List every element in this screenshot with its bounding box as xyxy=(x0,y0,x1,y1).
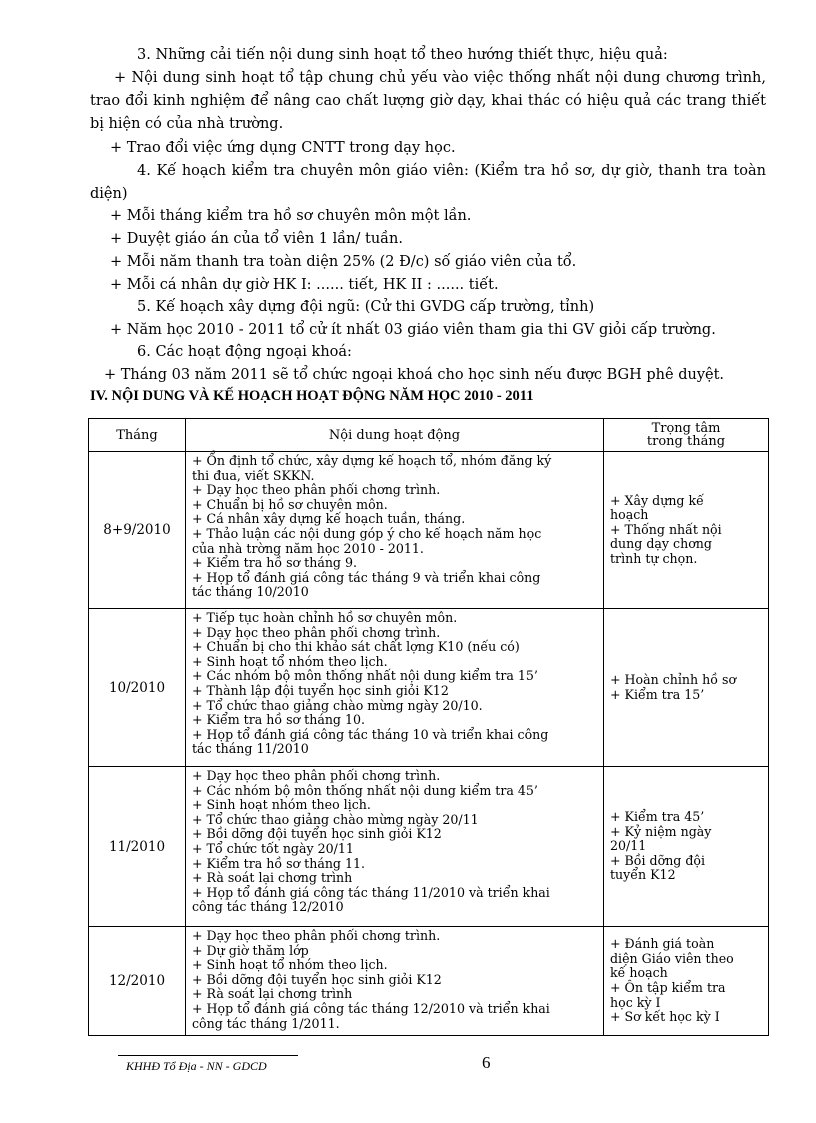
activity-line: + Bồi dỡng đội tuyển học sinh giỏi K12 xyxy=(192,826,442,842)
activity-line: + Rà soát lại chơng trình xyxy=(192,870,353,886)
activity-line: + Chuẩn bị hồ sơ chuyên môn. xyxy=(192,496,388,512)
focus-line: + Kỷ niệm ngày xyxy=(610,823,712,839)
activity-line: + Họp tổ đánh giá công tác tháng 10 và triển khai công xyxy=(192,726,549,742)
focus-cell xyxy=(604,609,769,767)
footer-divider xyxy=(118,1055,298,1056)
activity-line: + Tiếp tục hoàn chỉnh hồ sơ chuyên môn. xyxy=(192,610,458,625)
focus-line: + Ôn tập kiểm tra xyxy=(610,980,726,995)
activity-line: + Sinh hoạt tổ nhóm theo lịch. xyxy=(192,957,388,973)
activity-line: + Họp tổ đánh giá công tác tháng 9 và triển khai công xyxy=(192,569,541,585)
activities-cell xyxy=(186,609,604,767)
section-6-item: + Tháng 03 năm 2011 sẽ tổ chức ngoại khoá cho học sinh nếu được BGH phê duyệt. xyxy=(104,367,725,383)
month-cell: 11/2010 xyxy=(89,767,186,927)
focus-line: diện Giáo viên theo xyxy=(610,950,734,966)
section-4-item: + Mỗi cá nhân dự giờ HK I: ...... tiết, HK II : ...... tiết. xyxy=(110,277,499,293)
page-number: 6 xyxy=(482,1053,491,1072)
table-row xyxy=(89,452,769,609)
focus-line: + Kiểm tra 15’ xyxy=(610,686,705,702)
section-iv-heading: IV. NỘI DUNG VÀ KẾ HOẠCH HOẠT ĐỘNG NĂM HỌC 2010 - 2011 xyxy=(90,388,534,404)
activity-line: + Tổ chức thao giảng chào mừng ngày 20/10. xyxy=(192,697,483,713)
activity-line: tác tháng 10/2010 xyxy=(192,584,309,600)
month-cell: 12/2010 xyxy=(89,927,186,1036)
activity-line: + Cá nhân xây dựng kế hoạch tuần, tháng. xyxy=(192,511,466,527)
section-4-item: + Mỗi năm thanh tra toàn diện 25% (2 Đ/c) số giáo viên của tổ. xyxy=(110,254,577,270)
activity-line: thi đua, viết SKKN. xyxy=(192,467,315,483)
activity-line: tác tháng 11/2010 xyxy=(192,741,309,757)
activity-line: + Thảo luận các nội dung góp ý cho kế hoạch năm học xyxy=(192,525,542,541)
activity-line: + Kiểm tra hồ sơ tháng 9. xyxy=(192,555,358,571)
activity-plan-table xyxy=(88,418,769,1036)
activity-line: + Các nhóm bộ môn thống nhất nội dung kiểm tra 45’ xyxy=(192,782,538,798)
activity-line: + Chuẩn bị cho thi khảo sát chất lợng K10 (nếu có) xyxy=(192,639,520,655)
month-cell: 8+9/2010 xyxy=(89,452,186,609)
focus-line: học kỳ I xyxy=(610,994,661,1010)
activity-line: công tác tháng 12/2010 xyxy=(192,899,344,915)
table-row xyxy=(89,609,769,767)
focus-line: trình tự chọn. xyxy=(610,550,698,566)
section-4-heading: 4. Kế hoạch kiểm tra chuyên môn giáo viên: (Kiểm tra hồ sơ, dự giờ, thanh tra toàn diện) xyxy=(90,163,766,202)
activity-line: + Tổ chức thao giảng chào mừng ngày 20/11 xyxy=(192,811,479,827)
activity-line: + Ổn định tổ chức, xây dựng kế hoạch tổ, nhóm đăng ký xyxy=(192,453,552,468)
focus-header-line: Trọng tâm xyxy=(651,421,721,436)
activity-line: + Sinh hoạt tổ nhóm theo lịch. xyxy=(192,653,388,669)
activity-line: + Họp tổ đánh giá công tác tháng 12/2010 và triển khai xyxy=(192,1000,550,1016)
focus-cell xyxy=(604,927,769,1036)
focus-cell xyxy=(604,452,769,609)
focus-line: + Xây dựng kế xyxy=(610,492,704,508)
section-4-item: + Mỗi tháng kiểm tra hồ sơ chuyên môn một lần. xyxy=(110,208,472,224)
focus-line: dung dạy chơng xyxy=(610,536,712,552)
section-3-item: + Trao đổi việc ứng dụng CNTT trong dạy học. xyxy=(110,140,456,156)
table-header-row xyxy=(89,419,769,452)
focus-line: + Đánh giá toàn xyxy=(610,936,715,952)
section-5-heading: 5. Kế hoạch xây dựng đội ngũ: (Cử thi GVDG cấp trường, tỉnh) xyxy=(137,299,595,315)
activity-line: + Họp tổ đánh giá công tác tháng 11/2010 và triển khai xyxy=(192,884,550,900)
activity-line: + Bồi dỡng đội tuyển học sinh giỏi K12 xyxy=(192,971,442,987)
focus-line: + Sơ kết học kỳ I xyxy=(610,1009,720,1025)
focus-line: + Bồi dỡng đội xyxy=(610,852,706,868)
activity-line: + Kiểm tra hồ sơ tháng 10. xyxy=(192,712,366,728)
section-4-item: + Duyệt giáo án của tổ viên 1 lần/ tuần. xyxy=(110,231,403,247)
activities-cell xyxy=(186,927,604,1036)
activity-line: của nhà trờng năm học 2010 - 2011. xyxy=(192,540,424,556)
month-cell: 10/2010 xyxy=(89,609,186,767)
focus-cell xyxy=(604,767,769,927)
activity-line: + Dạy học theo phân phối chơng trình. xyxy=(192,768,441,783)
focus-line: hoạch xyxy=(610,507,649,523)
focus-header-line: trong tháng xyxy=(646,434,726,449)
focus-header xyxy=(604,419,769,452)
activity-line: công tác tháng 1/2011. xyxy=(192,1015,340,1031)
footer-label: KHHĐ Tổ Địa - NN - GDCD xyxy=(126,1059,267,1073)
activities-cell xyxy=(186,767,604,927)
activities-cell xyxy=(186,452,604,609)
activity-line: + Thành lập đội tuyển học sinh giỏi K12 xyxy=(192,682,449,698)
activity-line: + Dạy học theo phân phối chơng trình. xyxy=(192,624,441,640)
table-row xyxy=(89,767,769,927)
section-5-item: + Năm học 2010 - 2011 tổ cử ít nhất 03 giáo viên tham gia thi GV giỏi cấp trường. xyxy=(110,322,716,338)
activity-line: + Dự giờ thăm lớp xyxy=(192,942,309,958)
activity-line: + Rà soát lại chơng trình xyxy=(192,986,353,1002)
activity-line: + Sinh hoạt nhóm theo lịch. xyxy=(192,797,371,813)
section-3-heading: 3. Những cải tiến nội dung sinh hoạt tổ theo hướng thiết thực, hiệu quả: xyxy=(137,47,668,63)
focus-line: + Thống nhất nội xyxy=(610,521,722,537)
table-row xyxy=(89,927,769,1036)
focus-line: kế hoạch xyxy=(610,965,668,981)
focus-line: + Kiểm tra 45’ xyxy=(610,809,705,825)
section-6-heading: 6. Các hoạt động ngoại khoá: xyxy=(137,344,352,360)
month-header: Tháng xyxy=(89,419,186,452)
focus-line: + Hoàn chỉnh hồ sơ xyxy=(610,671,737,687)
activity-line: + Dạy học theo phân phối chơng trình. xyxy=(192,482,441,498)
activity-line: + Các nhóm bộ môn thống nhất nội dung kiểm tra 15’ xyxy=(192,668,538,684)
activity-line: + Kiểm tra hồ sơ tháng 11. xyxy=(192,855,366,871)
section-3-paragraph: + Nội dung sinh hoạt tổ tập chung chủ yếu vào việc thống nhất nội dung chương trình, trao đổi kinh nghiệm để nâng cao chất lượng giờ dạy, khai thác có hiệu quả các trang thiết bị hiện có của nhà trường. xyxy=(90,70,766,132)
activity-line: + Dạy học theo phân phối chơng trình. xyxy=(192,928,441,943)
focus-line: tuyển K12 xyxy=(610,867,676,883)
activities-header: Nội dung hoạt động xyxy=(186,419,604,452)
focus-line: 20/11 xyxy=(610,838,647,854)
activity-line: + Tổ chức tốt ngày 20/11 xyxy=(192,840,354,856)
